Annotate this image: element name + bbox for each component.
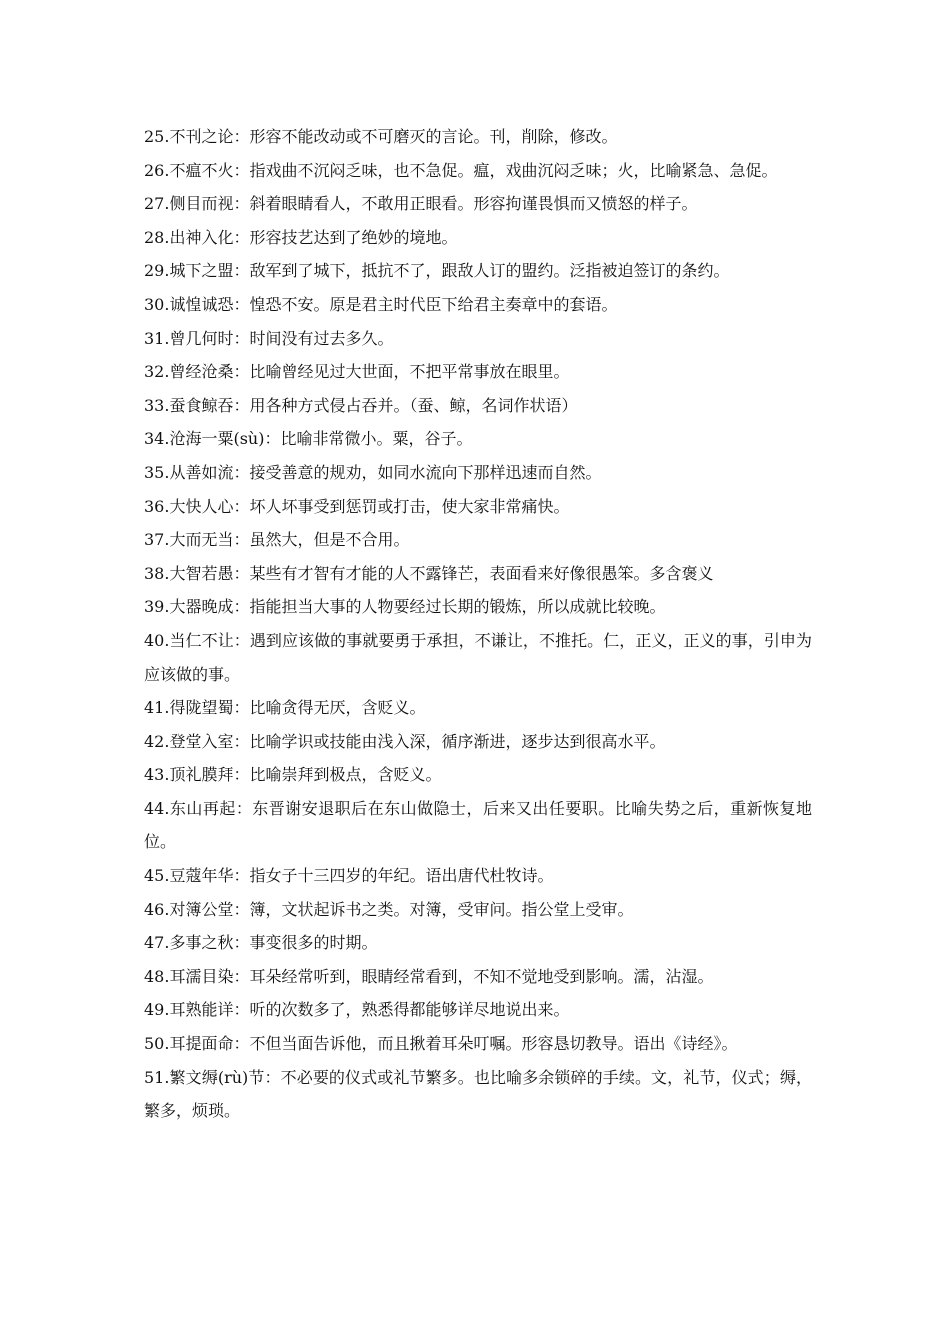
idiom-entry-46: 46.对簿公堂：簿，文状起诉书之类。对簿，受审问。指公堂上受审。	[144, 899, 634, 919]
idiom-entry-40: 40.当仁不让：遇到应该做的事就要勇于承担，不谦让，不推托。仁，正义，正义的事，引申为应该做的事。	[144, 630, 812, 684]
idiom-entry-48: 48.耳濡目染：耳朵经常听到，眼睛经常看到，不知不觉地受到影响。濡，沾湿。	[144, 966, 714, 986]
idiom-entry-27: 27.侧目而视：斜着眼睛看人，不敢用正眼看。形容拘谨畏惧而又愤怒的样子。	[144, 194, 698, 214]
idiom-entry-30: 30.诚惶诚恐：惶恐不安。原是君主时代臣下给君主奏章中的套语。	[144, 294, 618, 314]
idiom-entry-32: 32.曾经沧桑：比喻曾经见过大世面，不把平常事放在眼里。	[144, 362, 570, 382]
idiom-entry-42: 42.登堂入室：比喻学识或技能由浅入深，循序渐进，逐步达到很高水平。	[144, 731, 666, 751]
idiom-entry-26: 26.不瘟不火：指戏曲不沉闷乏味，也不急促。瘟，戏曲沉闷乏味；火，比喻紧急、急促。	[144, 160, 778, 180]
idiom-entry-38: 38.大智若愚：某些有才智有才能的人不露锋芒，表面看来好像很愚笨。多含褒义	[144, 563, 714, 583]
idiom-entry-51: 51.繁文缛(rù)节：不必要的仪式或礼节繁多。也比喻多余锁碎的手续。文，礼节，仪式；缛，繁多，烦琐。	[144, 1067, 812, 1121]
idiom-entry-39: 39.大器晚成：指能担当大事的人物要经过长期的锻炼，所以成就比较晚。	[144, 597, 666, 617]
idiom-entry-44: 44.东山再起：东晋谢安退职后在东山做隐士，后来又出任要职。比喻失势之后，重新恢复地位。	[144, 798, 812, 852]
idiom-entry-28: 28.出神入化：形容技艺达到了绝妙的境地。	[144, 227, 458, 247]
idiom-entry-47: 47.多事之秋：事变很多的时期。	[144, 933, 378, 953]
idiom-entry-34: 34.沧海一粟(sù)：比喻非常微小。粟，谷子。	[144, 429, 473, 449]
idiom-entry-31: 31.曾几何时：时间没有过去多久。	[144, 328, 394, 348]
idiom-entry-35: 35.从善如流：接受善意的规劝，如同水流向下那样迅速而自然。	[144, 462, 602, 482]
idiom-entry-25: 25.不刊之论：形容不能改动或不可磨灭的言论。刊，削除，修改。	[144, 127, 618, 146]
idiom-entry-41: 41.得陇望蜀：比喻贪得无厌，含贬义。	[144, 698, 426, 718]
idiom-entry-43: 43.顶礼膜拜：比喻崇拜到极点，含贬义。	[144, 765, 442, 785]
idiom-entry-50: 50.耳提面命：不但当面告诉他，而且揪着耳朵叮嘱。形容恳切教导。语出《诗经》。	[144, 1034, 738, 1054]
idiom-entry-45: 45.豆蔻年华：指女子十三四岁的年纪。语出唐代杜牧诗。	[144, 866, 554, 886]
idiom-entry-33: 33.蚕食鲸吞：用各种方式侵占吞并。（蚕、鲸，名词作状语）	[144, 395, 578, 415]
idiom-entry-36: 36.大快人心：坏人坏事受到惩罚或打击，使大家非常痛快。	[144, 496, 570, 516]
idiom-list	[144, 120, 812, 1128]
idiom-entry-49: 49.耳熟能详：听的次数多了，熟悉得都能够详尽地说出来。	[144, 1000, 570, 1020]
idiom-entry-29: 29.城下之盟：敌军到了城下，抵抗不了，跟敌人订的盟约。泛指被迫签订的条约。	[144, 261, 730, 281]
idiom-entry-37: 37.大而无当：虽然大，但是不合用。	[144, 530, 410, 550]
